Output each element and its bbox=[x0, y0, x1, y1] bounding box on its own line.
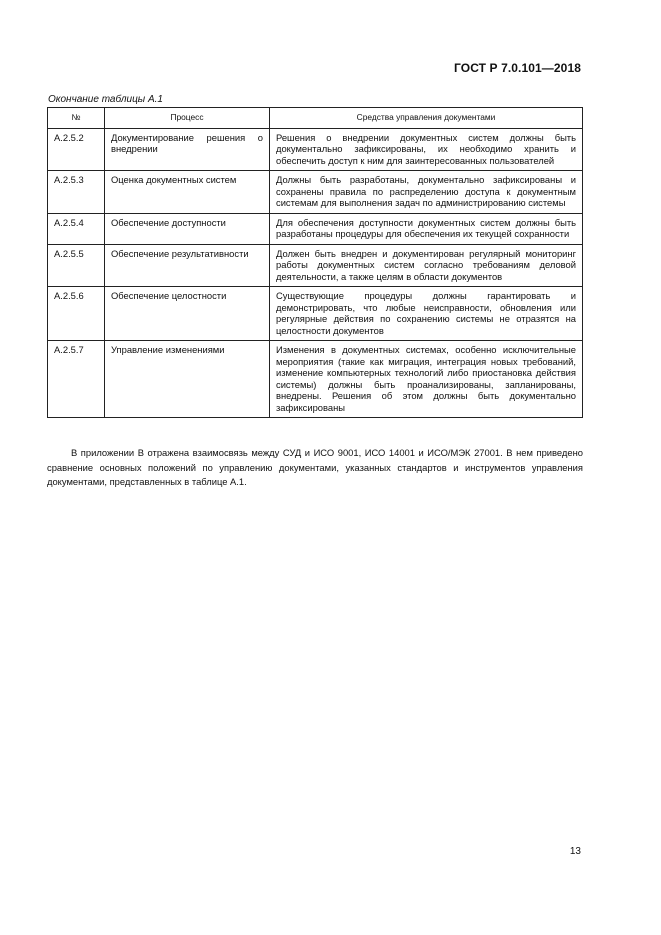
table-row bbox=[48, 128, 583, 171]
page-number: 13 bbox=[569, 846, 581, 857]
column-header-number: № bbox=[48, 108, 105, 129]
table-caption: Окончание таблицы А.1 bbox=[48, 94, 163, 105]
cell-means: Для обеспечения доступности документных систем должны быть разработаны процедуры для обеспечения их текущей сохранности bbox=[270, 213, 583, 244]
cell-means: Существующие процедуры должны гарантировать и демонстрировать, что любые неисправности, обновления или регулярные действия по сохранению системы не отразятся на целостности документов bbox=[270, 287, 583, 341]
table-row bbox=[48, 244, 583, 287]
cell-means: Изменения в документных системах, особенно исключительные мероприятия (такие как миграция, интеграция новых требований, изменение компьютерных технологий либо приостановка действия системы) должны быть проанализированы, запланированы, внедрены. Решения об этом должны быть документально зафиксированы bbox=[270, 341, 583, 418]
cell-means: Должны быть разработаны, документально зафиксированы и сохранены правила по распределению доступа к документным системам для выполнения задач по администрированию системы bbox=[270, 171, 583, 214]
column-header-means: Средства управления документами bbox=[270, 108, 583, 129]
processes-table bbox=[47, 107, 583, 418]
cell-number: А.2.5.6 bbox=[48, 287, 105, 341]
cell-process: Обеспечение доступности bbox=[105, 213, 270, 244]
cell-process: Обеспечение целостности bbox=[105, 287, 270, 341]
cell-number: А.2.5.7 bbox=[48, 341, 105, 418]
cell-means: Решения о внедрении документных систем должны быть документально зафиксированы, их необходимо хранить и обеспечить доступ к ним для заинтересованных пользователей bbox=[270, 128, 583, 171]
cell-process: Оценка документных систем bbox=[105, 171, 270, 214]
body-paragraph: В приложении В отражена взаимосвязь между СУД и ИСО 9001, ИСО 14001 и ИСО/МЭК 27001. В нем приведено сравнение основных положений по управлению документами, указанных стандартов и инструментов управления документами, представленных в таблице А.1. bbox=[47, 447, 583, 488]
cell-means: Должен быть внедрен и документирован регулярный мониторинг работы документных систем согласно требованиям деловой деятельности, а также целям в области документов bbox=[270, 244, 583, 287]
cell-process: Документирование решения о внедрении bbox=[105, 128, 270, 171]
cell-number: А.2.5.3 bbox=[48, 171, 105, 214]
cell-number: А.2.5.5 bbox=[48, 244, 105, 287]
table-row bbox=[48, 341, 583, 418]
cell-number: А.2.5.2 bbox=[48, 128, 105, 171]
cell-number: А.2.5.4 bbox=[48, 213, 105, 244]
table-row bbox=[48, 213, 583, 244]
column-header-process: Процесс bbox=[105, 108, 270, 129]
document-code: ГОСТ Р 7.0.101—2018 bbox=[454, 61, 581, 75]
table-header-row bbox=[48, 108, 583, 129]
cell-process: Обеспечение результативности bbox=[105, 244, 270, 287]
table-row bbox=[48, 171, 583, 214]
cell-process: Управление изменениями bbox=[105, 341, 270, 418]
table-row bbox=[48, 287, 583, 341]
